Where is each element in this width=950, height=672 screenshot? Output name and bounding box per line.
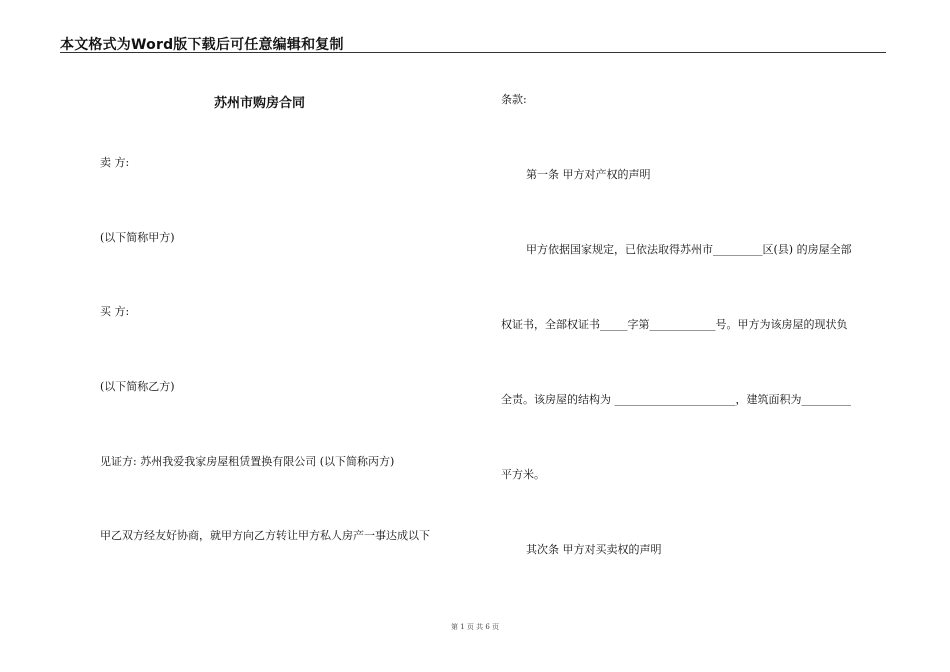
article-two-heading: 其次条 甲方对买卖权的声明	[526, 543, 662, 556]
article-one-heading: 第一条 甲方对产权的声明	[526, 168, 651, 181]
witness-line: 见证方: 苏州我爱我家房屋租赁置换有限公司 (以下简称丙方)	[100, 455, 395, 468]
article-one-paragraph-line-3: 全责。该房屋的结构为 ______________________，建筑面积为_________	[501, 393, 851, 406]
header-divider	[60, 52, 886, 53]
document-title: 苏州市购房合同	[214, 96, 306, 111]
article-one-paragraph-line-2: 权证书，全部权证书_____字第____________号。甲方为该房屋的现状负	[501, 318, 848, 331]
buyer-line: 买 方:	[100, 305, 130, 318]
seller-alias-line: (以下简称甲方)	[100, 231, 175, 244]
buyer-alias-line: (以下简称乙方)	[100, 380, 175, 393]
agreement-intro-line: 甲乙双方经友好协商，就甲方向乙方转让甲方私人房产一事达成以下	[100, 529, 430, 542]
article-one-paragraph-line-1: 甲方依据国家规定，已依法取得苏州市_________区(县) 的房屋全部	[526, 243, 852, 256]
page-number: 第 1 页 共 6 页	[450, 623, 500, 631]
article-one-paragraph-line-4: 平方米。	[501, 468, 545, 481]
clauses-heading: 条款:	[501, 93, 527, 106]
seller-line: 卖 方:	[100, 156, 130, 169]
header-title: 本文格式为Word版下载后可任意编辑和复制	[60, 37, 344, 53]
